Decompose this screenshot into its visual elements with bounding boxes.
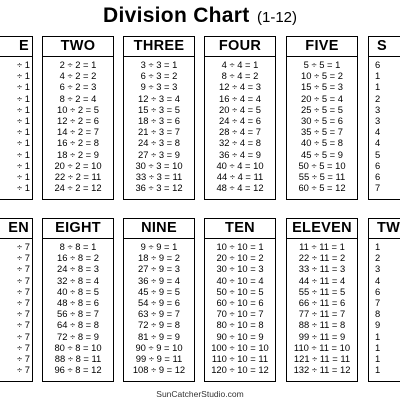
division-fact: 24 ÷ 3 = 8 <box>138 137 180 149</box>
division-fact: 18 ÷ 2 = 9 <box>57 148 99 160</box>
division-fact: ÷ 1 <box>17 114 30 126</box>
division-fact: 99 ÷ 11 = 9 <box>298 330 346 342</box>
division-fact: 32 ÷ 4 = 8 <box>219 137 261 149</box>
division-fact: 11 ÷ 11 = 1 <box>299 241 345 252</box>
division-fact: 6 ÷ 3 = 2 <box>140 70 178 82</box>
card-heading-four: FOUR <box>205 37 275 57</box>
division-fact: 50 ÷ 5 = 10 <box>298 159 346 171</box>
division-fact: 44 ÷ 4 = 11 <box>216 170 264 182</box>
division-fact: 40 ÷ 8 = 5 <box>57 285 99 297</box>
division-fact: 28 ÷ 4 = 7 <box>219 126 261 138</box>
card-fact-list <box>124 57 194 193</box>
division-fact: ÷ 7 <box>17 241 30 252</box>
division-fact: 12 ÷ 4 = 3 <box>219 81 261 93</box>
division-fact: 20 ÷ 4 = 5 <box>219 103 261 115</box>
division-fact: 9 <box>375 319 381 331</box>
division-fact: 80 ÷ 8 = 10 <box>54 341 102 353</box>
division-fact: 30 ÷ 10 = 3 <box>216 263 264 275</box>
division-fact: 24 ÷ 4 = 6 <box>219 114 261 126</box>
division-fact: 14 ÷ 2 = 7 <box>57 126 99 138</box>
division-fact: 40 ÷ 4 = 10 <box>216 159 264 171</box>
division-fact: 72 ÷ 9 = 8 <box>138 319 180 331</box>
division-fact: 33 ÷ 3 = 11 <box>135 170 183 182</box>
card-fact-list <box>0 239 32 375</box>
division-fact: ÷ 7 <box>17 319 30 331</box>
division-fact: 10 ÷ 2 = 5 <box>57 103 99 115</box>
division-fact: 12 ÷ 2 = 6 <box>57 114 99 126</box>
division-fact: ÷ 7 <box>17 285 30 297</box>
division-card-six <box>368 36 400 200</box>
division-card-four <box>204 36 276 200</box>
division-card-eight <box>42 218 114 382</box>
division-fact: 30 ÷ 5 = 6 <box>301 114 343 126</box>
division-fact: 100 ÷ 10 = 10 <box>211 341 269 353</box>
division-fact: ÷ 7 <box>17 296 30 308</box>
division-fact: 48 ÷ 8 = 6 <box>57 296 99 308</box>
card-fact-list <box>287 57 357 193</box>
division-fact: ÷ 1 <box>17 137 30 149</box>
division-fact: ÷ 7 <box>17 341 30 353</box>
division-fact: ÷ 1 <box>17 59 30 70</box>
division-fact: 6 <box>375 59 381 70</box>
card-heading-one: E <box>0 37 32 57</box>
card-fact-list <box>205 57 275 193</box>
card-heading-three: THREE <box>124 37 194 57</box>
division-fact: 3 ÷ 3 = 1 <box>140 59 178 70</box>
division-fact: 16 ÷ 8 = 2 <box>57 252 99 264</box>
division-fact: 1 <box>375 241 381 252</box>
division-fact: ÷ 1 <box>17 159 30 171</box>
division-fact: ÷ 7 <box>17 352 30 364</box>
division-fact: ÷ 1 <box>17 148 30 160</box>
division-fact: 121 ÷ 11 = 11 <box>293 352 351 364</box>
division-fact: 40 ÷ 5 = 8 <box>301 137 343 149</box>
division-fact: 9 ÷ 3 = 3 <box>140 81 178 93</box>
division-fact: 2 <box>375 92 381 104</box>
card-heading-seven: EN <box>0 219 32 239</box>
division-fact: 4 <box>375 274 381 286</box>
division-card-nine <box>123 218 195 382</box>
division-fact: 1 <box>375 352 381 364</box>
division-fact: 4 ÷ 2 = 2 <box>59 70 97 82</box>
card-fact-list <box>369 239 400 375</box>
division-fact: 27 ÷ 9 = 3 <box>138 263 180 275</box>
card-heading-six: S <box>369 37 400 57</box>
division-fact: 5 <box>375 148 381 160</box>
card-heading-five: FIVE <box>287 37 357 57</box>
division-fact: 1 <box>375 341 381 353</box>
division-fact: 54 ÷ 9 = 6 <box>138 296 180 308</box>
division-fact: 6 <box>375 285 381 297</box>
card-heading-eight: EIGHT <box>43 219 113 239</box>
division-fact: 18 ÷ 9 = 2 <box>138 252 180 264</box>
card-fact-list <box>0 57 32 193</box>
card-fact-list <box>287 239 357 375</box>
division-fact: 6 ÷ 2 = 3 <box>59 81 97 93</box>
division-fact: ÷ 7 <box>17 263 30 275</box>
card-heading-two: TWO <box>43 37 113 57</box>
division-fact: 6 <box>375 170 381 182</box>
division-fact: 8 ÷ 4 = 2 <box>221 70 259 82</box>
division-fact: 36 ÷ 4 = 9 <box>219 148 261 160</box>
division-fact: 40 ÷ 10 = 4 <box>216 274 264 286</box>
division-fact: ÷ 1 <box>17 70 30 82</box>
card-fact-list <box>43 57 113 193</box>
division-fact: 88 ÷ 8 = 11 <box>54 352 102 364</box>
division-fact: 77 ÷ 11 = 7 <box>298 308 346 320</box>
card-heading-nine: NINE <box>124 219 194 239</box>
division-fact: 5 ÷ 5 = 1 <box>303 59 341 70</box>
division-fact: 1 <box>375 81 381 93</box>
division-fact: 22 ÷ 2 = 11 <box>54 170 102 182</box>
division-fact: 16 ÷ 4 = 4 <box>219 92 261 104</box>
division-card-five <box>286 36 358 200</box>
division-fact: 4 <box>375 126 381 138</box>
division-fact: 15 ÷ 5 = 3 <box>301 81 343 93</box>
division-card-twelve <box>368 218 400 382</box>
division-fact: 2 <box>375 252 381 264</box>
division-fact: 21 ÷ 3 = 7 <box>138 126 180 138</box>
division-fact: 3 <box>375 114 381 126</box>
division-fact: 110 ÷ 10 = 11 <box>211 352 269 364</box>
division-fact: 20 ÷ 10 = 2 <box>216 252 264 264</box>
card-fact-list <box>205 239 275 375</box>
division-fact: 72 ÷ 8 = 9 <box>57 330 99 342</box>
division-fact: 1 <box>375 70 381 82</box>
division-fact: ÷ 1 <box>17 170 30 182</box>
division-fact: 6 <box>375 159 381 171</box>
division-fact: 1 <box>375 364 381 376</box>
division-fact: 96 ÷ 8 = 12 <box>54 364 102 376</box>
division-fact: 15 ÷ 3 = 5 <box>138 103 180 115</box>
division-fact: ÷ 1 <box>17 103 30 115</box>
division-fact: ÷ 7 <box>17 252 30 264</box>
division-fact: 70 ÷ 10 = 7 <box>216 308 264 320</box>
division-fact: 30 ÷ 3 = 10 <box>135 159 183 171</box>
division-fact: 36 ÷ 3 = 12 <box>135 182 183 194</box>
division-fact: 66 ÷ 11 = 6 <box>298 296 346 308</box>
division-fact: 8 <box>375 308 381 320</box>
division-fact: 3 <box>375 103 381 115</box>
division-card-eleven <box>286 218 358 382</box>
division-fact: 90 ÷ 9 = 10 <box>135 341 183 353</box>
division-fact: 1 <box>375 330 381 342</box>
division-fact: 16 ÷ 2 = 8 <box>57 137 99 149</box>
division-fact: 33 ÷ 11 = 3 <box>298 263 346 275</box>
division-fact: 20 ÷ 5 = 4 <box>301 92 343 104</box>
division-card-three <box>123 36 195 200</box>
division-fact: 24 ÷ 8 = 3 <box>57 263 99 275</box>
division-fact: 108 ÷ 9 = 12 <box>132 364 186 376</box>
division-fact: 63 ÷ 9 = 7 <box>138 308 180 320</box>
division-fact: 55 ÷ 11 = 5 <box>298 285 346 297</box>
division-fact: 60 ÷ 5 = 12 <box>298 182 346 194</box>
card-fact-list <box>124 239 194 375</box>
division-fact: 7 <box>375 182 381 194</box>
division-fact: 110 ÷ 11 = 10 <box>293 341 351 353</box>
division-card-ten <box>204 218 276 382</box>
card-fact-list <box>369 57 400 193</box>
division-card-two <box>42 36 114 200</box>
division-fact: 4 <box>375 137 381 149</box>
division-fact: 55 ÷ 5 = 11 <box>298 170 346 182</box>
division-fact: 120 ÷ 10 = 12 <box>211 364 269 376</box>
division-fact: 44 ÷ 11 = 4 <box>298 274 346 286</box>
chart-title-main: Division Chart <box>102 4 250 27</box>
division-fact: ÷ 1 <box>17 126 30 138</box>
division-fact: 22 ÷ 11 = 2 <box>298 252 346 264</box>
division-fact: 20 ÷ 2 = 10 <box>54 159 102 171</box>
division-fact: 8 ÷ 2 = 4 <box>59 92 97 104</box>
division-fact: 45 ÷ 9 = 5 <box>138 285 180 297</box>
division-fact: 48 ÷ 4 = 12 <box>216 182 264 194</box>
card-heading-ten: TEN <box>205 219 275 239</box>
site-credit: SunCatcherStudio.com <box>156 389 244 399</box>
division-fact: ÷ 7 <box>17 364 30 376</box>
card-heading-twelve: TW <box>369 219 400 239</box>
division-fact: 32 ÷ 8 = 4 <box>57 274 99 286</box>
division-fact: ÷ 1 <box>17 92 30 104</box>
division-fact: ÷ 1 <box>17 81 30 93</box>
division-fact: ÷ 7 <box>17 308 30 320</box>
division-fact: 45 ÷ 5 = 9 <box>301 148 343 160</box>
division-fact: 99 ÷ 9 = 11 <box>135 352 183 364</box>
division-fact: 27 ÷ 3 = 9 <box>138 148 180 160</box>
division-fact: 81 ÷ 9 = 9 <box>138 330 180 342</box>
division-fact: 132 ÷ 11 = 12 <box>293 364 351 376</box>
division-fact: 90 ÷ 10 = 9 <box>216 330 264 342</box>
division-fact: 50 ÷ 10 = 5 <box>216 285 264 297</box>
division-fact: 60 ÷ 10 = 6 <box>216 296 264 308</box>
division-fact: 88 ÷ 11 = 8 <box>298 319 346 331</box>
division-fact: 3 <box>375 263 381 275</box>
division-fact: 24 ÷ 2 = 12 <box>54 182 102 194</box>
division-fact: 10 ÷ 10 = 1 <box>216 241 264 252</box>
division-fact: 25 ÷ 5 = 5 <box>301 103 343 115</box>
division-fact: 35 ÷ 5 = 7 <box>301 126 343 138</box>
division-fact: ÷ 7 <box>17 330 30 342</box>
division-fact: 80 ÷ 10 = 8 <box>216 319 264 331</box>
division-fact: 56 ÷ 8 = 7 <box>57 308 99 320</box>
division-fact: 4 ÷ 4 = 1 <box>221 59 259 70</box>
division-fact: 12 ÷ 3 = 4 <box>138 92 180 104</box>
division-card-one <box>0 36 33 200</box>
division-fact: 2 ÷ 2 = 1 <box>59 59 97 70</box>
division-fact: 7 <box>375 296 381 308</box>
division-fact: 8 ÷ 8 = 1 <box>59 241 97 252</box>
division-fact: ÷ 1 <box>17 182 30 194</box>
division-fact: ÷ 7 <box>17 274 30 286</box>
card-fact-list <box>43 239 113 375</box>
division-fact: 9 ÷ 9 = 1 <box>140 241 178 252</box>
division-fact: 18 ÷ 3 = 6 <box>138 114 180 126</box>
chart-title-range: (1-12) <box>257 9 298 26</box>
card-heading-eleven: ELEVEN <box>287 219 357 239</box>
division-fact: 64 ÷ 8 = 8 <box>57 319 99 331</box>
division-card-seven <box>0 218 33 382</box>
division-fact: 36 ÷ 9 = 4 <box>138 274 180 286</box>
division-fact: 10 ÷ 5 = 2 <box>301 70 343 82</box>
